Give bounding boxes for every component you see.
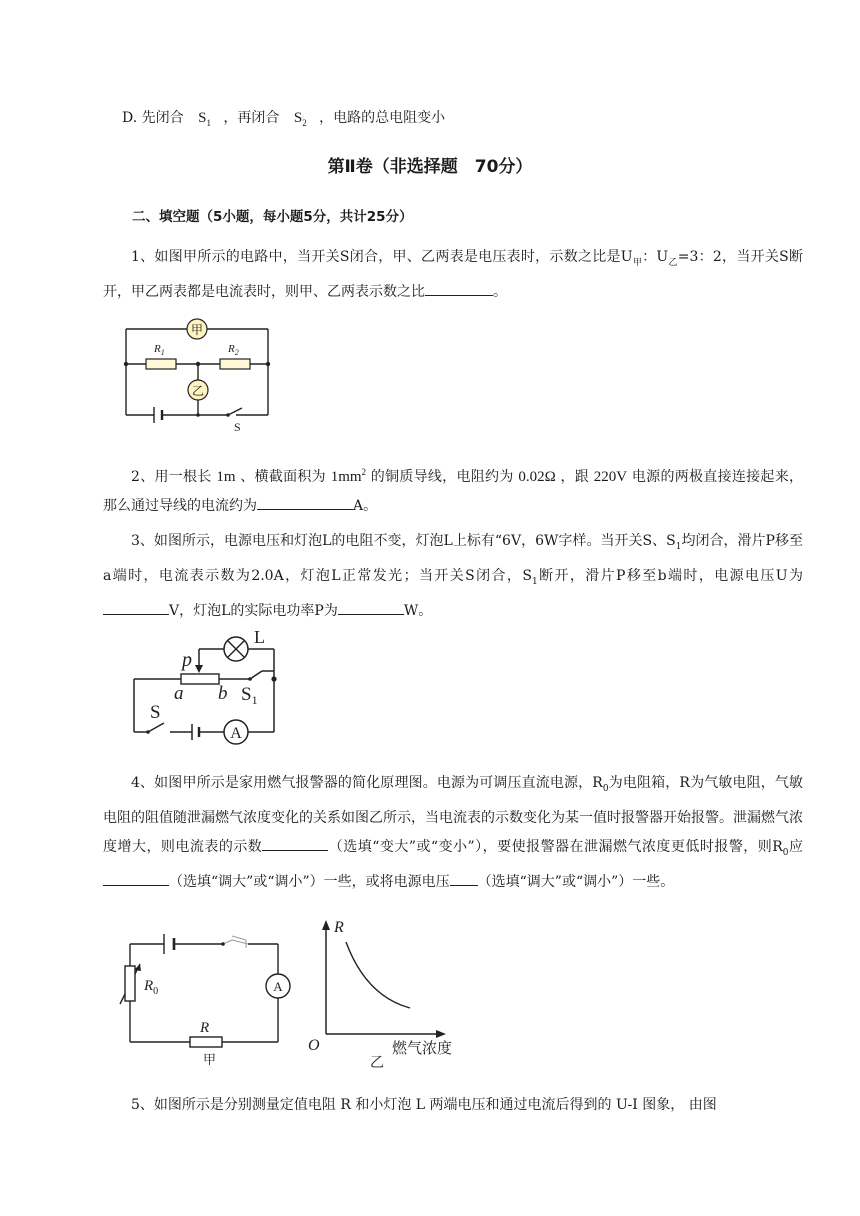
q3-b-label: b bbox=[218, 683, 228, 704]
q3-voltage-blank[interactable] bbox=[103, 600, 169, 615]
q3-ammeter-label: A bbox=[230, 725, 242, 742]
option-d bbox=[122, 108, 445, 133]
option-d-mid: ，再闭合 bbox=[223, 110, 280, 126]
q4-resistance-curve bbox=[346, 942, 410, 1008]
q1-meter-jia: 甲 bbox=[190, 323, 204, 337]
question-1: 1、如图甲所示的电路中，当开关S闭合，甲、乙两表是电压表时，示数之比是$U_甲$：$U_乙=3$：2，当开关S断开，甲乙两表都是电流表时，则甲、乙两表示数之比 。 bbox=[103, 249, 803, 300]
q3-power-blank[interactable] bbox=[338, 600, 404, 615]
section-heading: 二、填空题（5小题，每小题5分，共计25分） bbox=[132, 209, 413, 225]
q3-a-label: a bbox=[174, 683, 184, 704]
part-title: 第Ⅱ卷（非选择题 70分） bbox=[327, 157, 533, 177]
question-5: 5、如图所示是分别测量定值电阻 R 和小灯泡 L 两端电压和通过电流后得到的 U-I 图象， 由图 bbox=[131, 1097, 717, 1113]
q1-answer-blank[interactable] bbox=[425, 281, 493, 296]
q4-r-label: R bbox=[200, 1020, 210, 1036]
q4-current-blank[interactable] bbox=[262, 836, 328, 851]
q2-area: $1mm^2$ bbox=[330, 467, 367, 485]
q4-circuit-diagram bbox=[118, 926, 300, 1066]
q4-r0-label: $R_0$ bbox=[144, 978, 159, 997]
q1-r1-label: $R_1$ bbox=[154, 343, 165, 357]
option-d-prefix: D. 先闭合 bbox=[122, 110, 184, 126]
q3-s-label: S bbox=[150, 702, 161, 723]
q4-fig-yi-caption: 乙 bbox=[370, 1056, 384, 1071]
option-d-s2: $S_2$ bbox=[293, 110, 307, 128]
q4-resistance-graph bbox=[306, 914, 466, 1074]
q3-circuit-diagram bbox=[126, 624, 286, 748]
q1-circuit-diagram bbox=[118, 312, 278, 434]
option-d-s1: $S_1$ bbox=[198, 110, 211, 128]
question-2: 2、用一根长 1m 、横截面积为 $1mm^2$ 的铜质导线，电阻约为 0.02Ω ，跟 220V 电源的两极直接连接起来，那么通过导线的电流约为 A。 bbox=[103, 467, 803, 514]
q3-s1-label: $S_1$ bbox=[241, 684, 258, 707]
q4-origin-label: O bbox=[308, 1037, 320, 1054]
q4-r0-blank[interactable] bbox=[103, 871, 169, 886]
question-3: 3、如图所示，电源电压和灯泡L的电阻不变，灯泡L上标有“6V，6W字样。当开关S、$S_1$均闭合，滑片P移至a端时，电流表示数为2.0A，灯泡L正常发光；当开关S闭合，$S_1$断开，滑片P移至b端时，电源电压U为V，灯泡L的实际电功率P为 W。 bbox=[103, 533, 804, 619]
q2-length: 1m bbox=[216, 469, 236, 485]
q4-voltage-blank[interactable] bbox=[450, 871, 478, 886]
q2-answer-blank[interactable] bbox=[257, 495, 353, 510]
q3-p-label: p bbox=[182, 649, 192, 671]
q2-resistance: 0.02Ω bbox=[518, 469, 556, 485]
q1-switch-label: S bbox=[234, 420, 241, 434]
q4-y-axis-label: R bbox=[334, 919, 344, 936]
q4-fig-jia-caption: 甲 bbox=[203, 1052, 217, 1066]
q4-ammeter-label: A bbox=[273, 979, 283, 994]
q1-r2-label: $R_2$ bbox=[228, 343, 239, 357]
q3-lamp-label: L bbox=[254, 627, 265, 647]
q2-voltage: 220V bbox=[593, 469, 628, 485]
option-d-suffix: ，电路的总电阻变小 bbox=[319, 110, 446, 126]
question-4: 4、如图甲所示是家用燃气报警器的简化原理图。电源为可调压直流电源，$R_0$为电阻箱，R为气敏电阻，气敏电阻的阻值随泄漏燃气浓度变化的关系如图乙所示，当电流表的示数变化为某一值时报警器开始报警。泄漏燃气浓度增大，则电流表的示数 （选填“变大”或“变小”），要使报警器在泄漏燃气浓度更低时报警，则$R_0$应（选填“调大”或“调小”）一些，或将电源电压 （选填“调大”或“调小”）一些。 bbox=[103, 775, 804, 890]
q4-x-axis-label: 燃气浓度 bbox=[392, 1041, 453, 1057]
q1-meter-yi: 乙 bbox=[191, 384, 205, 398]
